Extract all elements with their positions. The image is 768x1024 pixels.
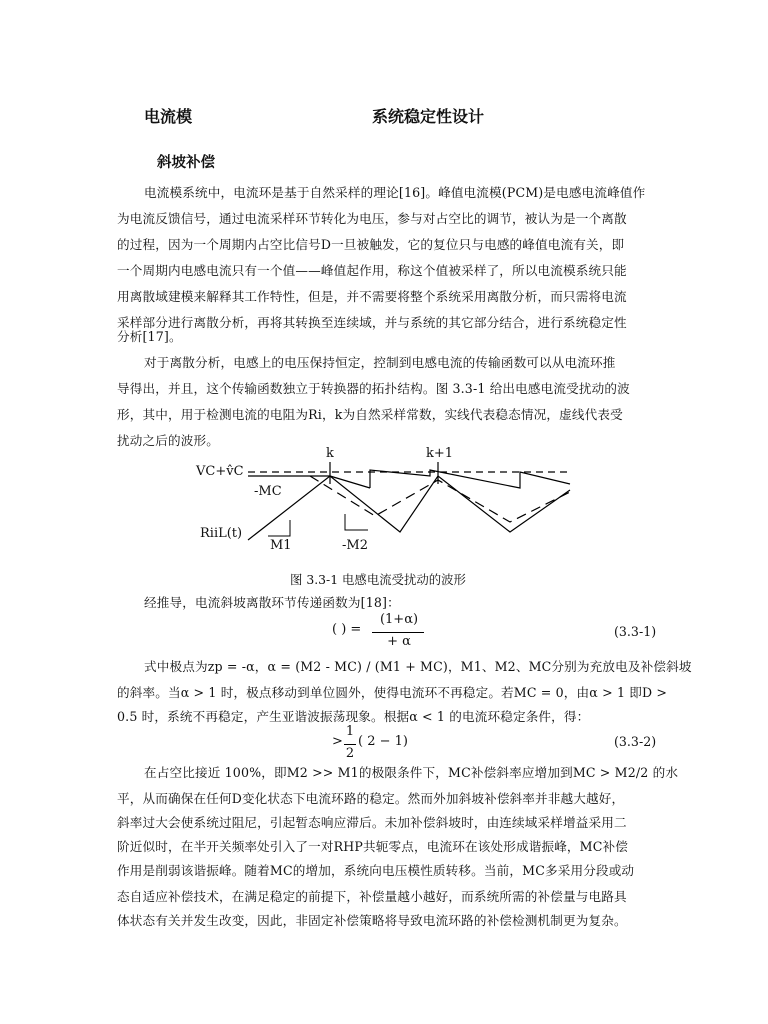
text-line: 作用是削弱该谐振峰。随着MC的增加，系统向电压模性质转移。当前，MC多采用分段或动 <box>117 863 635 878</box>
text-line: 斜率过大会使系统过阻尼，引起暂态响应滞后。未加补偿斜坡时，由连续域采样增益采用二 <box>117 815 627 830</box>
eq1-lhs: ( ) = <box>332 622 362 637</box>
text-line: 对于离散分析，电感上的电压保持恒定，控制到电感电流的传输函数可以从电流环推 <box>144 355 616 370</box>
equation-3-3-2 <box>300 722 660 764</box>
eq1-numerator: (1+α) <box>379 612 419 627</box>
text-line: 的斜率。当α > 1 时，极点移动到单位圆外，使得电流环不再稳定。若MC = 0，由α > 1 即D > <box>117 685 668 700</box>
waveform-figure <box>190 440 590 580</box>
eq2-body: ( 2 − 1) <box>358 734 408 749</box>
text-line: 扰动之后的波形。 <box>117 433 219 448</box>
eq1-fraction-bar <box>372 632 424 633</box>
waveform-diagram <box>190 440 590 580</box>
eq2-denominator: 2 <box>345 746 355 761</box>
label-k: k <box>326 446 334 461</box>
label-ri: RiiL(t) <box>200 526 243 541</box>
text-line: 体状态有关并发生改变，因此，非固定补偿策略将导致电流环路的补偿检测机制更为复杂。 <box>117 913 627 928</box>
label-m2: -M2 <box>342 538 368 553</box>
text-line: 一个周期内电感电流只有一个值——峰值起作用，称这个值被采样了，所以电流模系统只能 <box>117 263 627 278</box>
text-line: 采样部分进行离散分析，再将其转换至连续域，并与系统的其它部分结合，进行系统稳定性 <box>117 315 627 330</box>
text-line: 0.5 时，系统不再稳定，产生亚谐波振荡现象。根据α < 1 的电流环稳定条件，得： <box>117 709 590 724</box>
text-line: 用离散域建模来解释其工作特性，但是，并不需要将整个系统采用离散分析，而只需将电流 <box>117 289 627 304</box>
text-line: 经推导，电流斜坡离散环节传递函数为[18]： <box>144 595 400 610</box>
eq1-denominator: + α <box>387 634 411 649</box>
title-left: 电流模 <box>144 107 193 126</box>
eq2-gt: > <box>332 734 343 749</box>
section-title: 斜坡补偿 <box>157 155 215 171</box>
text-line: 在占空比接近 100%，即M2 >> M1的极限条件下，MC补偿斜率应增加到MC > M2/2 的水 <box>144 765 679 780</box>
label-m1: M1 <box>270 538 292 553</box>
text-line: 导得出，并且，这个传输函数独立于转换器的拓扑结构。图 3.3-1 给出电感电流受扰动的波 <box>117 381 630 396</box>
figure-caption: 图 3.3-1 电感电流受扰动的波形 <box>290 572 466 587</box>
title-right: 系统稳定性设计 <box>372 107 485 126</box>
text-line: 平，从而确保在任何D变化状态下电流环路的稳定。然而外加斜坡补偿斜率并非越大越好， <box>117 791 625 806</box>
text-line: 阶近似时，在半开关频率处引入了一对RHP共轭零点，电流环在该处形成谐振峰，MC补偿 <box>117 839 628 854</box>
label-k-plus-1: k+1 <box>426 446 454 461</box>
text-line: 分析[17]。 <box>117 329 182 344</box>
eq2-number: (3.3-2) <box>614 734 657 749</box>
label-mc: -MC <box>254 484 282 499</box>
text-line: 态自适应补偿技术，在满足稳定的前提下，补偿量越小越好，而系统所需的补偿量与电路具 <box>117 889 627 904</box>
eq1-number: (3.3-1) <box>614 624 657 639</box>
text-line: 的过程，因为一个周期内占空比信号D一旦被触发，它的复位只与电感的峰值电流有关，即 <box>117 237 625 252</box>
text-line: 式中极点为zp = -α，α = (M2 - MC) / (M1 + MC)，M1、M2、MC分别为充放电及补偿斜坡 <box>144 659 692 674</box>
text-line: 为电流反馈信号，通过电流采样环节转化为电压，参与对占空比的调节，被认为是一个离散 <box>117 211 627 226</box>
text-line: 电流模系统中，电流环是基于自然采样的理论[16]。峰值电流模(PCM)是电感电流峰值作 <box>144 185 646 200</box>
eq2-fraction-bar <box>344 744 356 745</box>
equation-3-3-1 <box>300 610 660 654</box>
label-vc: VC+v̂C <box>196 464 244 479</box>
text-line: 形，其中，用于检测电流的电阻为Ri，k为自然采样常数，实线代表稳态情况，虚线代表受 <box>117 407 623 422</box>
eq2-numerator: 1 <box>345 724 355 739</box>
